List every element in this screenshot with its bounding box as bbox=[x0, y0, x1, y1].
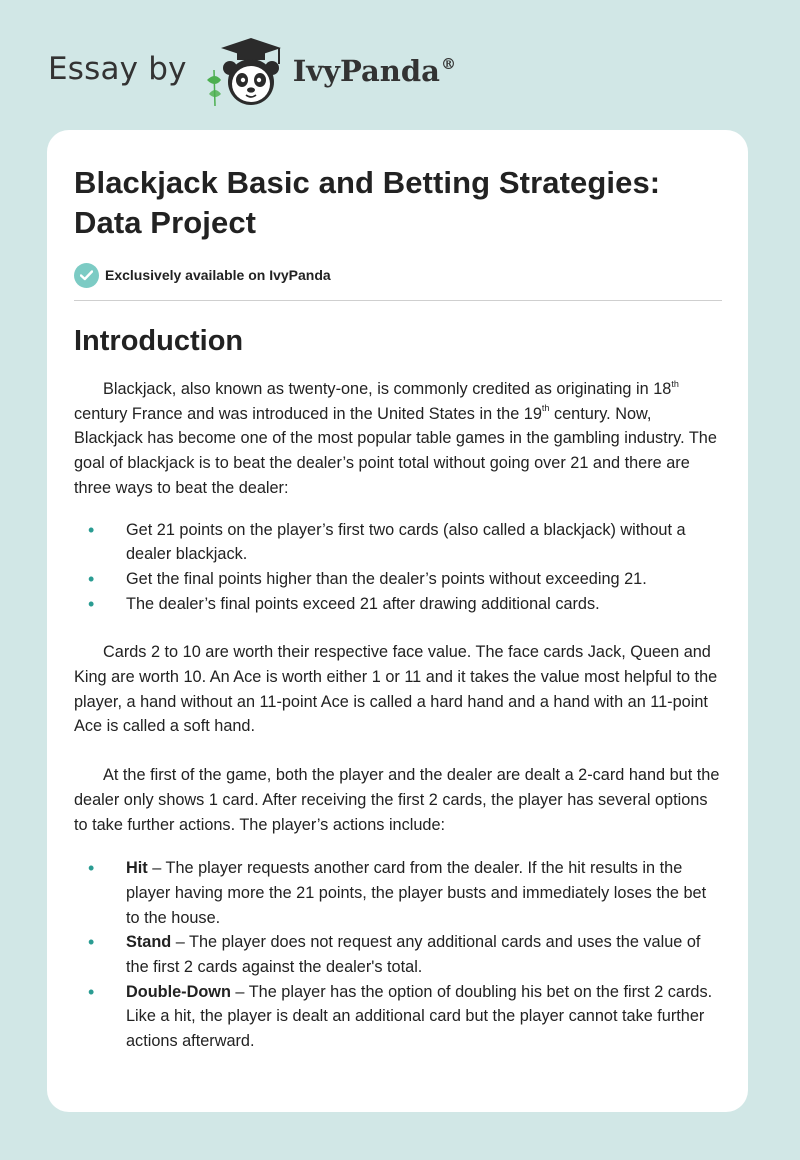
list-item: • Stand – The player does not request any additional cards and uses the value of the first 2 cards against the dealer's total. bbox=[88, 932, 701, 977]
list-item: • Get 21 points on the player’s first two cards (also called a blackjack) without a dealer blackjack. bbox=[88, 519, 686, 564]
paragraph-game-start: At the first of the game, both the player and the dealer are dealt a 2-card hand but the dealer only shows 1 card. After receiving the first 2 cards, the player has several options to take further actions. The player’s actions include: bbox=[74, 766, 720, 834]
bullet-icon: • bbox=[88, 568, 95, 589]
bullet-icon: • bbox=[88, 593, 95, 614]
article-card bbox=[47, 130, 748, 1112]
paragraph-card-values: Cards 2 to 10 are worth their respective face value. The face cards Jack, Queen and King are worth 10. An Ace is worth either 1 or 11 and it takes the value most helpful to the player, a hand without an 11-point Ace is called a hard hand and a hand with an 11-point Ace is called a soft hand. bbox=[74, 643, 718, 736]
brand-header[interactable] bbox=[48, 38, 456, 108]
article-title: Blackjack Basic and Betting Strategies: Data Project bbox=[74, 165, 661, 240]
bullet-icon: • bbox=[88, 519, 95, 540]
section-heading: Introduction bbox=[74, 325, 244, 357]
checkmark-icon bbox=[74, 263, 99, 288]
exclusive-badge bbox=[74, 262, 722, 288]
bullet-icon: • bbox=[88, 858, 95, 879]
list-item: • Get the final points higher than the dealer’s points without exceeding 21. bbox=[74, 567, 722, 592]
paragraph-intro: Blackjack, also known as twenty-one, is commonly credited as originating in 18th century France and was introduced in the United States in the 19th century. Now, Blackjack has become one of the most popular table games in the gambling industry. The goal of blackjack is to beat the dealer’s point total without going over 21 and there are three ways to beat the dealer: bbox=[74, 378, 717, 497]
list-item: • Hit – The player requests another card from the dealer. If the hit results in the player having more the 21 points, the player busts and immediately loses the bet to the house. bbox=[88, 858, 707, 927]
divider bbox=[74, 300, 722, 301]
list-item: • Double-Down – The player has the option of doubling his bet on the first 2 cards. Like a hit, the player is dealt an additional card but the player cannot take further actions afterward. bbox=[88, 981, 713, 1051]
bullet-icon: • bbox=[88, 981, 95, 1002]
brand-prefix: Essay by bbox=[48, 51, 187, 87]
bullet-icon: • bbox=[88, 932, 95, 953]
panda-logo-icon bbox=[201, 34, 287, 108]
brand-name: IvyPanda® bbox=[292, 54, 456, 88]
list-item: • The dealer’s final points exceed 21 after drawing additional cards. bbox=[74, 592, 722, 617]
registered-mark: ® bbox=[440, 55, 456, 73]
player-actions-list bbox=[74, 856, 722, 1054]
ways-to-win-list bbox=[74, 518, 722, 617]
exclusive-label: Exclusively available on IvyPanda bbox=[105, 267, 331, 283]
